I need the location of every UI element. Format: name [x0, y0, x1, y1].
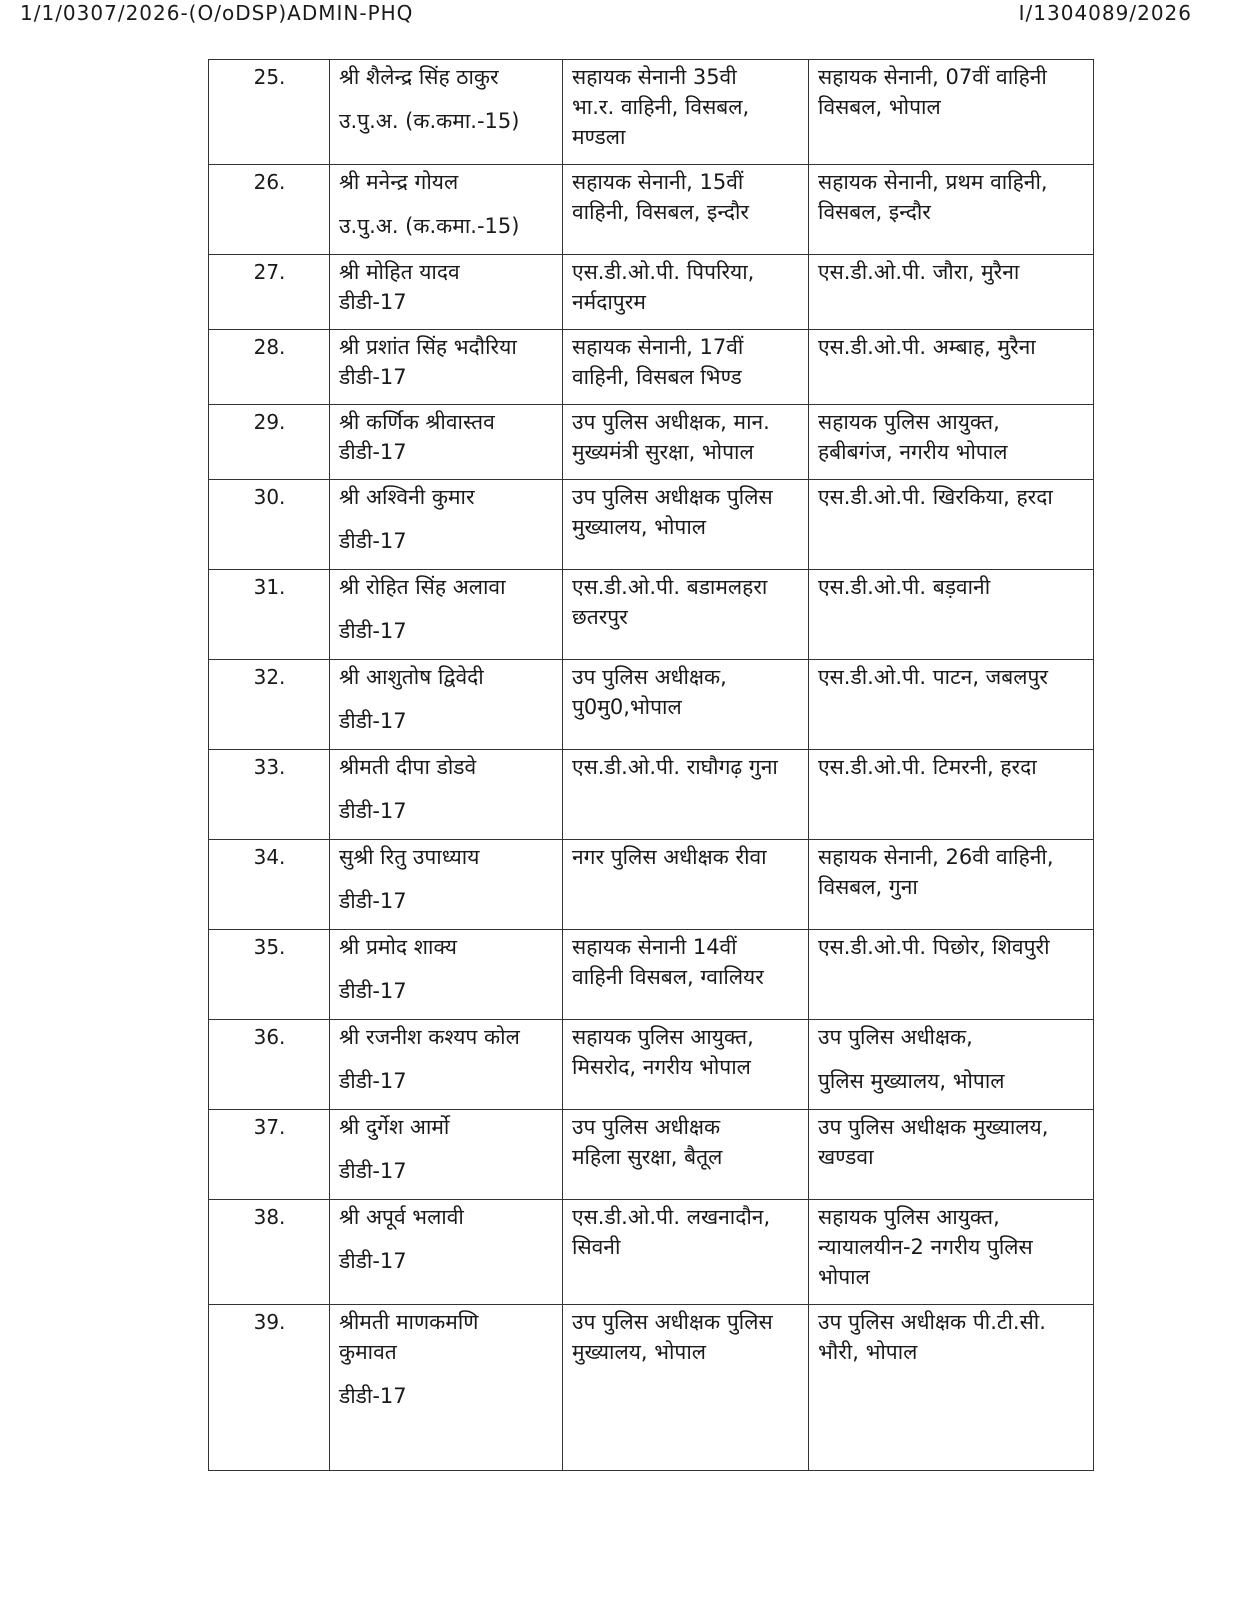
- current-posting: [563, 480, 809, 570]
- current-posting-line: सहायक सेनानी 14वीं: [572, 935, 737, 959]
- officer-batch: डीडी-17: [339, 1249, 407, 1273]
- officer-cell: [330, 930, 563, 1020]
- new-posting-line: भोपाल: [818, 1265, 870, 1289]
- officer-batch: डीडी-17: [339, 979, 407, 1003]
- officer-batch: डीडी-17: [339, 290, 407, 314]
- new-posting-line: सहायक पुलिस आयुक्त,: [818, 1205, 1000, 1229]
- new-posting-line: सहायक सेनानी, 07वीं वाहिनी: [818, 65, 1047, 89]
- table-row: [209, 1200, 1094, 1305]
- table-row: [209, 570, 1094, 660]
- officer-name: श्री रजनीश कश्यप कोल: [339, 1025, 520, 1049]
- current-posting: [563, 405, 809, 480]
- current-posting: [563, 930, 809, 1020]
- current-posting-line: वाहिनी विसबल, ग्वालियर: [572, 965, 764, 989]
- current-posting-line: सहायक पुलिस आयुक्त,: [572, 1025, 754, 1049]
- file-number: 1/1/0307/2026-(O/oDSP)ADMIN-PHQ: [20, 1, 414, 25]
- current-posting-line: वाहिनी, विसबल, इन्दौर: [572, 200, 750, 224]
- current-posting: [563, 840, 809, 930]
- officer-cell: [330, 1020, 563, 1110]
- current-posting-line: मुख्यालय, भोपाल: [572, 1340, 707, 1364]
- table-row: [209, 165, 1094, 255]
- current-posting-line: मण्डला: [572, 125, 626, 149]
- officer-cell: [330, 1200, 563, 1305]
- new-posting: [809, 1110, 1094, 1200]
- officer-batch: डीडी-17: [339, 709, 407, 733]
- current-posting-line: उप पुलिस अधीक्षक, मान.: [572, 410, 770, 434]
- officer-name: श्री मनेन्द्र गोयल: [339, 170, 459, 194]
- table-row: [209, 750, 1094, 840]
- officer-name: श्रीमती दीपा डोडवे: [339, 755, 477, 779]
- current-posting-line: मुख्यमंत्री सुरक्षा, भोपाल: [572, 440, 754, 464]
- transfer-table-body: [209, 60, 1094, 1471]
- officer-batch: डीडी-17: [339, 799, 407, 823]
- new-posting-line: उप पुलिस अधीक्षक पी.टी.सी.: [818, 1310, 1046, 1334]
- officer-cell: [330, 570, 563, 660]
- table-row: [209, 840, 1094, 930]
- serial-number: 35.: [209, 930, 330, 1020]
- new-posting-line: भौरी, भोपाल: [818, 1340, 918, 1364]
- table-row: [209, 1020, 1094, 1110]
- current-posting-line: मिसरोद, नगरीय भोपाल: [572, 1055, 751, 1079]
- new-posting: [809, 660, 1094, 750]
- officer-name: श्री दुर्गेश आर्मो: [339, 1115, 450, 1139]
- table-row: [209, 1110, 1094, 1200]
- current-posting-line: भा.र. वाहिनी, विसबल,: [572, 95, 750, 119]
- new-posting: [809, 255, 1094, 330]
- officer-name: श्री कर्णिक श्रीवास्तव: [339, 410, 495, 434]
- new-posting-line: सहायक पुलिस आयुक्त,: [818, 410, 1000, 434]
- new-posting-line: खण्डवा: [818, 1145, 874, 1169]
- new-posting-line: एस.डी.ओ.पी. जौरा, मुरैना: [818, 260, 1020, 284]
- new-posting-line: उप पुलिस अधीक्षक मुख्यालय,: [818, 1115, 1049, 1139]
- officer-batch: डीडी-17: [339, 529, 407, 553]
- new-posting-line: एस.डी.ओ.पी. पिछोर, शिवपुरी: [818, 935, 1050, 959]
- new-posting: [809, 1020, 1094, 1110]
- current-posting: [563, 660, 809, 750]
- officer-cell: [330, 330, 563, 405]
- table-row: [209, 480, 1094, 570]
- new-posting: [809, 840, 1094, 930]
- current-posting-line: एस.डी.ओ.पी. पिपरिया,: [572, 260, 755, 284]
- serial-number: 37.: [209, 1110, 330, 1200]
- new-posting: [809, 570, 1094, 660]
- new-posting-line: एस.डी.ओ.पी. टिमरनी, हरदा: [818, 755, 1037, 779]
- current-posting: [563, 1110, 809, 1200]
- current-posting-line: मुख्यालय, भोपाल: [572, 515, 707, 539]
- serial-number: 32.: [209, 660, 330, 750]
- new-posting: [809, 480, 1094, 570]
- officer-batch: डीडी-17: [339, 1159, 407, 1183]
- current-posting-line: एस.डी.ओ.पी. बडामलहरा: [572, 575, 768, 599]
- officer-cell: [330, 750, 563, 840]
- table-row: [209, 930, 1094, 1020]
- officer-name: श्री प्रमोद शाक्य: [339, 935, 457, 959]
- current-posting-line: सहायक सेनानी, 15वीं: [572, 170, 744, 194]
- officer-cell: [330, 660, 563, 750]
- new-posting: [809, 750, 1094, 840]
- officer-name: श्री प्रशांत सिंह भदौरिया: [339, 335, 517, 359]
- current-posting-line: उप पुलिस अधीक्षक,: [572, 665, 727, 689]
- serial-number: 38.: [209, 1200, 330, 1305]
- officer-batch: उ.पु.अ. (क.कमा.-15): [339, 109, 520, 133]
- new-posting-line: उप पुलिस अधीक्षक,: [818, 1025, 973, 1049]
- current-posting: [563, 165, 809, 255]
- serial-number: 36.: [209, 1020, 330, 1110]
- officer-batch: डीडी-17: [339, 1384, 407, 1408]
- new-posting-line: एस.डी.ओ.पी. खिरकिया, हरदा: [818, 485, 1053, 509]
- current-posting: [563, 1020, 809, 1110]
- new-posting-line: विसबल, गुना: [818, 875, 918, 899]
- new-posting-line: विसबल, भोपाल: [818, 95, 941, 119]
- current-posting-line: सहायक सेनानी 35वी: [572, 65, 737, 89]
- officer-batch: उ.पु.अ. (क.कमा.-15): [339, 214, 520, 238]
- serial-number: 31.: [209, 570, 330, 660]
- new-posting-line: सहायक सेनानी, प्रथम वाहिनी,: [818, 170, 1048, 194]
- officer-name: सुश्री रितु उपाध्याय: [339, 845, 480, 869]
- current-posting-line: छतरपुर: [572, 605, 628, 629]
- new-posting: [809, 930, 1094, 1020]
- officer-cell: [330, 480, 563, 570]
- transfer-table: [208, 59, 1094, 1471]
- serial-number: 26.: [209, 165, 330, 255]
- current-posting: [563, 255, 809, 330]
- officer-name: श्री रोहित सिंह अलावा: [339, 575, 506, 599]
- current-posting-line: उप पुलिस अधीक्षक पुलिस: [572, 1310, 773, 1334]
- current-posting-line: महिला सुरक्षा, बैतूल: [572, 1145, 723, 1169]
- serial-number: 30.: [209, 480, 330, 570]
- table-row: [209, 405, 1094, 480]
- new-posting: [809, 1305, 1094, 1471]
- officer-name: श्री मोहित यादव: [339, 260, 460, 284]
- officer-cell: [330, 60, 563, 165]
- current-posting: [563, 1305, 809, 1471]
- officer-name: श्रीमती माणकमणि: [339, 1310, 479, 1334]
- current-posting-line: उप पुलिस अधीक्षक: [572, 1115, 721, 1139]
- serial-number: 39.: [209, 1305, 330, 1471]
- current-posting-line: उप पुलिस अधीक्षक पुलिस: [572, 485, 773, 509]
- officer-batch: डीडी-17: [339, 440, 407, 464]
- current-posting: [563, 750, 809, 840]
- officer-batch: डीडी-17: [339, 1069, 407, 1093]
- officer-name: श्री आशुतोष द्विवेदी: [339, 665, 484, 689]
- officer-name: कुमावत: [339, 1340, 397, 1364]
- new-posting-line: सहायक सेनानी, 26वी वाहिनी,: [818, 845, 1054, 869]
- officer-cell: [330, 840, 563, 930]
- officer-cell: [330, 1305, 563, 1471]
- current-posting-line: एस.डी.ओ.पी. राघौगढ़ गुना: [572, 755, 778, 779]
- document-number: I/1304089/2026: [1018, 1, 1192, 25]
- new-posting: [809, 405, 1094, 480]
- serial-number: 34.: [209, 840, 330, 930]
- serial-number: 28.: [209, 330, 330, 405]
- officer-cell: [330, 165, 563, 255]
- officer-name: श्री अपूर्व भलावी: [339, 1205, 464, 1229]
- new-posting-line: एस.डी.ओ.पी. पाटन, जबलपुर: [818, 665, 1048, 689]
- table-row: [209, 60, 1094, 165]
- officer-cell: [330, 405, 563, 480]
- new-posting-line: न्यायालयीन-2 नगरीय पुलिस: [818, 1235, 1033, 1259]
- table-row: [209, 660, 1094, 750]
- current-posting: [563, 1200, 809, 1305]
- new-posting-line: एस.डी.ओ.पी. बड़वानी: [818, 575, 991, 599]
- new-posting-line: पुलिस मुख्यालय, भोपाल: [818, 1069, 1005, 1093]
- serial-number: 29.: [209, 405, 330, 480]
- new-posting-line: विसबल, इन्दौर: [818, 200, 931, 224]
- officer-cell: [330, 255, 563, 330]
- current-posting-line: सिवनी: [572, 1235, 621, 1259]
- new-posting: [809, 60, 1094, 165]
- current-posting-line: पु0मु0,भोपाल: [572, 695, 682, 719]
- current-posting: [563, 60, 809, 165]
- current-posting-line: एस.डी.ओ.पी. लखनादौन,: [572, 1205, 771, 1229]
- table-row: [209, 330, 1094, 405]
- current-posting-line: नर्मदापुरम: [572, 290, 646, 314]
- new-posting: [809, 165, 1094, 255]
- new-posting-line: हबीबगंज, नगरीय भोपाल: [818, 440, 1008, 464]
- serial-number: 33.: [209, 750, 330, 840]
- table-row: [209, 1305, 1094, 1471]
- officer-batch: डीडी-17: [339, 365, 407, 389]
- new-posting: [809, 330, 1094, 405]
- new-posting: [809, 1200, 1094, 1305]
- officer-cell: [330, 1110, 563, 1200]
- serial-number: 27.: [209, 255, 330, 330]
- officer-batch: डीडी-17: [339, 619, 407, 643]
- serial-number: 25.: [209, 60, 330, 165]
- table-row: [209, 255, 1094, 330]
- officer-name: श्री शैलेन्द्र सिंह ठाकुर: [339, 65, 499, 89]
- current-posting: [563, 570, 809, 660]
- current-posting-line: नगर पुलिस अधीक्षक रीवा: [572, 845, 767, 869]
- new-posting-line: एस.डी.ओ.पी. अम्बाह, मुरैना: [818, 335, 1036, 359]
- current-posting-line: वाहिनी, विसबल भिण्ड: [572, 365, 742, 389]
- officer-batch: डीडी-17: [339, 889, 407, 913]
- officer-name: श्री अश्विनी कुमार: [339, 485, 475, 509]
- current-posting-line: सहायक सेनानी, 17वीं: [572, 335, 744, 359]
- current-posting: [563, 330, 809, 405]
